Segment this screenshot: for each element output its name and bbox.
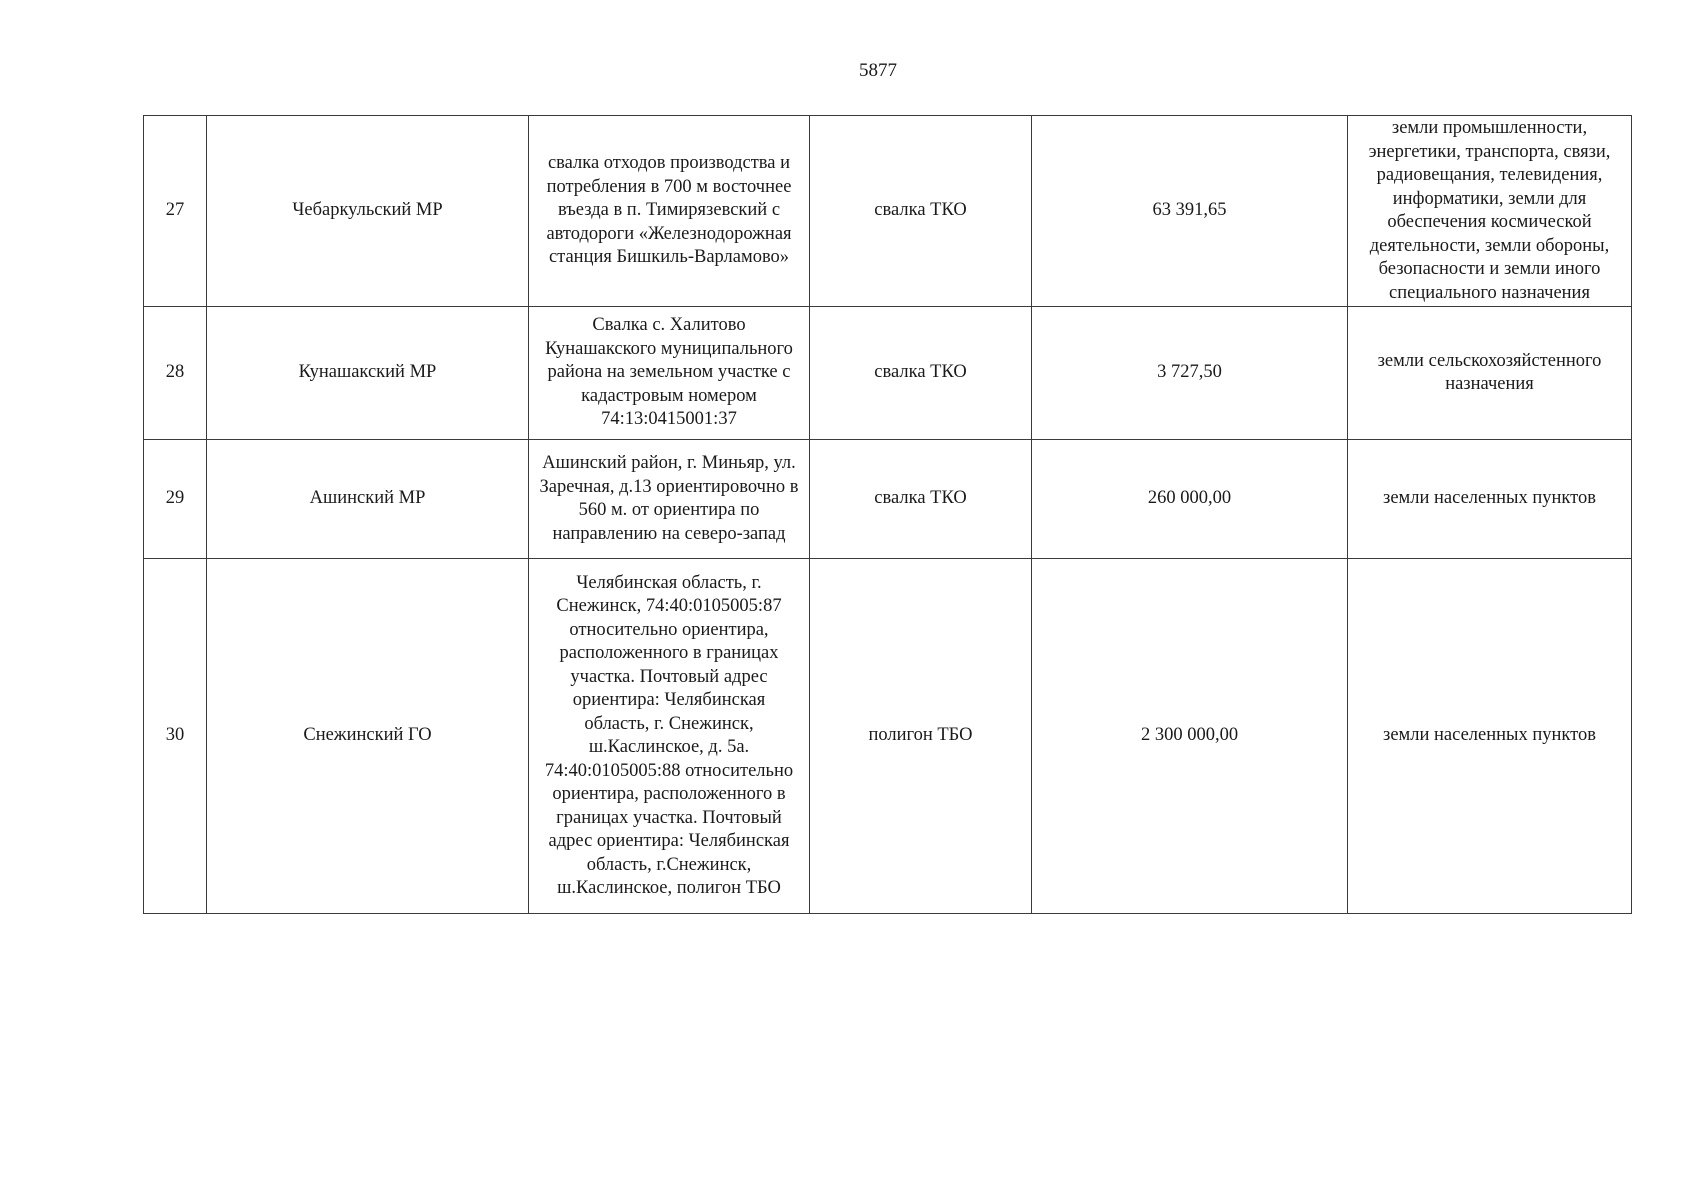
- description-cell: Ашинский район, г. Миньяр, ул. Заречная, д.13 ориентировочно в 560 м. от ориентира по направлению на северо-запад: [529, 440, 810, 559]
- area-cell: 260 000,00: [1032, 440, 1348, 559]
- municipality-cell: Снежинский ГО: [207, 559, 529, 914]
- municipality-cell: Чебаркульский МР: [207, 116, 529, 307]
- area-cell: 2 300 000,00: [1032, 559, 1348, 914]
- municipality-cell: Кунашакский МР: [207, 307, 529, 440]
- table-row: [144, 307, 1632, 440]
- description-cell: Челябинская область, г. Снежинск, 74:40:0105005:87 относительно ориентира, расположенного в границах участка. Почтовый адрес ориентира: Челябинская область, г. Снежинск, ш.Каслинское, д. 5а. 74:40:0105005:88 относительно ориентира, расположенного в границах участка. Почтовый адрес ориентира: Челябинская область, г.Снежинск, ш.Каслинское, полигон ТБО: [529, 559, 810, 914]
- land-category-cell: земли населенных пунктов: [1348, 559, 1632, 914]
- object-type-cell: свалка ТКО: [810, 116, 1032, 307]
- area-cell: 63 391,65: [1032, 116, 1348, 307]
- land-category-cell: земли населенных пунктов: [1348, 440, 1632, 559]
- row-number: 27: [144, 116, 207, 307]
- object-type-cell: полигон ТБО: [810, 559, 1032, 914]
- land-category-cell: земли промышленности, энергетики, транспорта, связи, радиовещания, телевидения, информатики, земли для обеспечения космической деятельности, земли обороны, безопасности и земли иного специального назначения: [1348, 116, 1632, 307]
- row-number: 29: [144, 440, 207, 559]
- waste-sites-table: [143, 115, 1632, 914]
- description-cell: Свалка с. Халитово Кунашакского муниципального района на земельном участке с кадастровым номером 74:13:0415001:37: [529, 307, 810, 440]
- land-category-cell: земли сельскохозяйстенного назначения: [1348, 307, 1632, 440]
- page-number: 5877: [859, 60, 897, 81]
- table-row: [144, 440, 1632, 559]
- area-cell: 3 727,50: [1032, 307, 1348, 440]
- municipality-cell: Ашинский МР: [207, 440, 529, 559]
- table-row: [144, 116, 1632, 307]
- row-number: 30: [144, 559, 207, 914]
- table-row: [144, 559, 1632, 914]
- row-number: 28: [144, 307, 207, 440]
- object-type-cell: свалка ТКО: [810, 307, 1032, 440]
- object-type-cell: свалка ТКО: [810, 440, 1032, 559]
- description-cell: свалка отходов производства и потребления в 700 м восточнее въезда в п. Тимирязевский с автодороги «Железнодорожная станция Бишкиль-Варламово»: [529, 116, 810, 307]
